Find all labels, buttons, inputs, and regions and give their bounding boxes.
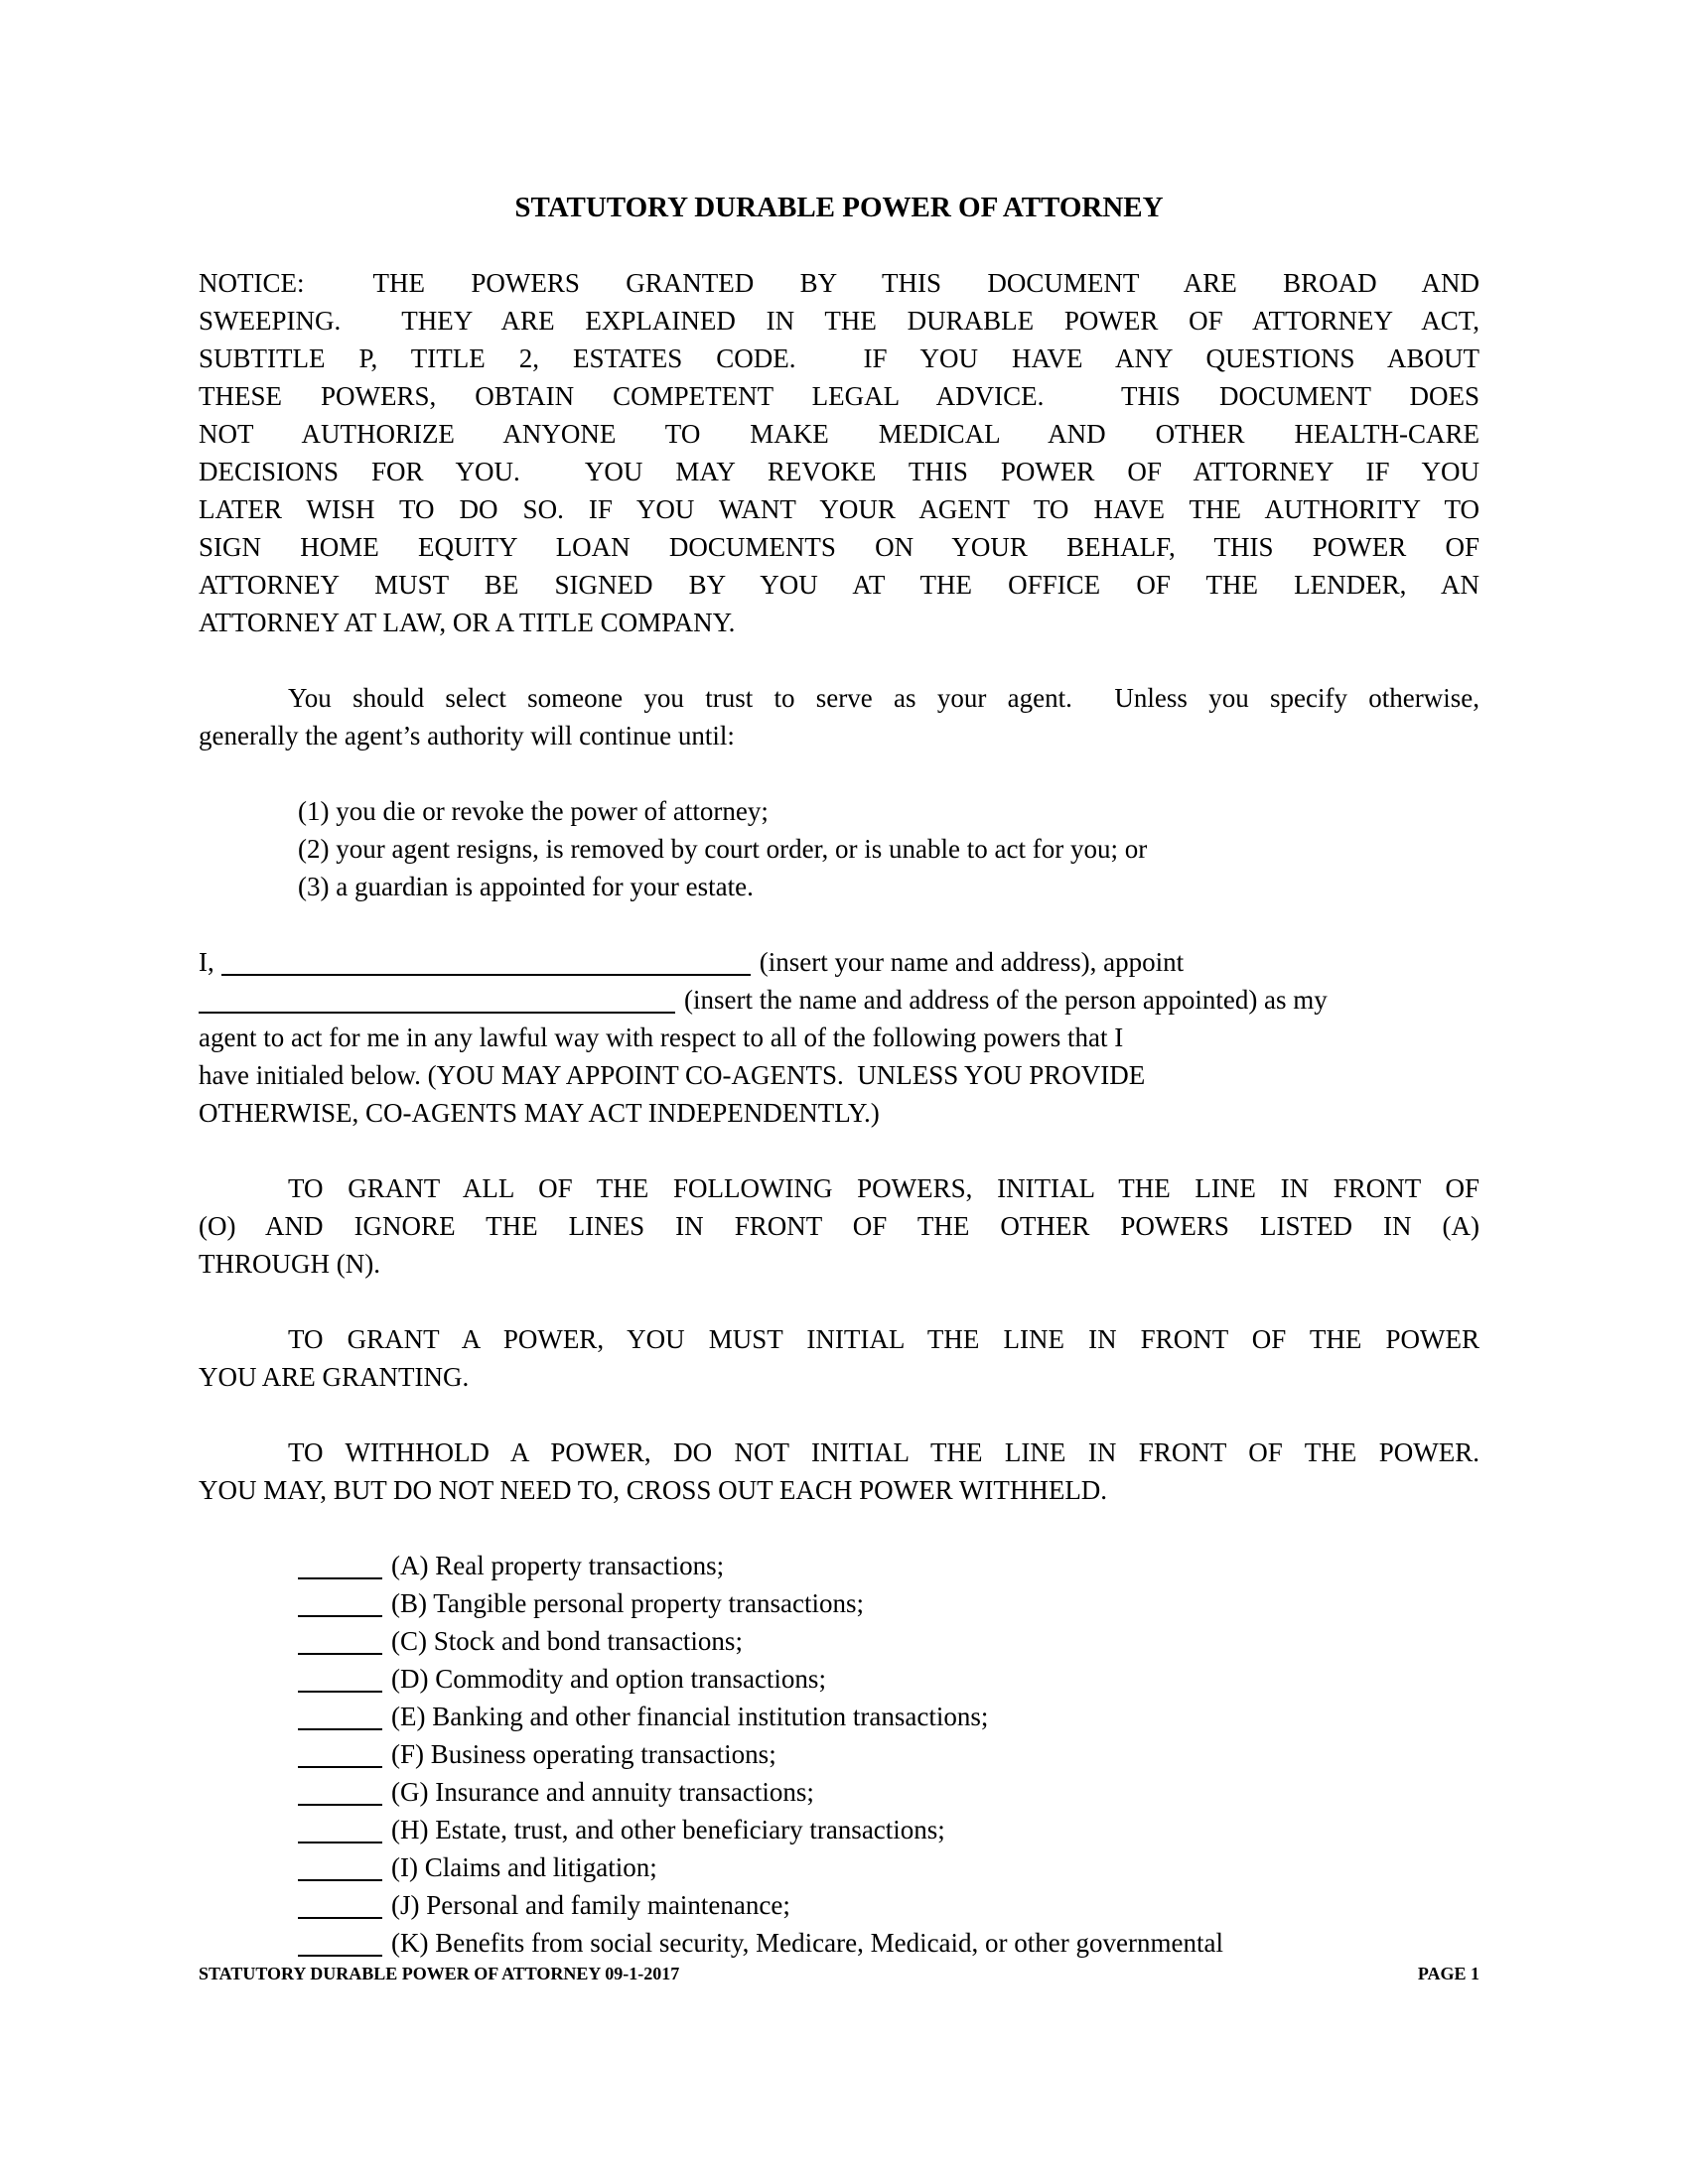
withhold-power-line: TO WITHHOLD A POWER, DO NOT INITIAL THE LINE IN FRONT OF THE POWER. [288, 1437, 1479, 1467]
appointment-paragraph [199, 943, 1479, 1132]
notice-line: ATTORNEY AT LAW, OR A TITLE COMPANY. [199, 608, 736, 637]
initial-line-blank-F[interactable] [298, 1746, 382, 1768]
grant-power-line: TO GRANT A POWER, YOU MUST INITIAL THE LINE IN FRONT OF THE POWER [288, 1324, 1479, 1354]
initial-line-blank-E[interactable] [298, 1708, 382, 1730]
power-item-C [298, 1622, 1479, 1660]
agent-name-address-blank[interactable] [199, 992, 675, 1014]
notice-line: THESE POWERS, OBTAIN COMPETENT LEGAL ADVICE. THIS DOCUMENT DOES [199, 381, 1479, 411]
termination-condition-2: (2) your agent resigns, is removed by court order, or is unable to act for you; or [298, 834, 1148, 864]
initial-line-blank-D[interactable] [298, 1671, 382, 1693]
grant-all-instruction-paragraph [199, 1169, 1479, 1283]
footer-document-id: STATUTORY DURABLE POWER OF ATTORNEY 09-1-2017 [199, 1964, 680, 1983]
agent-selection-paragraph [199, 679, 1479, 754]
power-label: (I) Claims and litigation; [391, 1852, 657, 1882]
notice-line: SUBTITLE P, TITLE 2, ESTATES CODE. IF YOU HAVE ANY QUESTIONS ABOUT [199, 343, 1479, 373]
power-label: (F) Business operating transactions; [391, 1739, 776, 1769]
appointment-line1-label: (insert your name and address), appoint [759, 947, 1185, 977]
power-item-I [298, 1848, 1479, 1886]
notice-paragraph [199, 264, 1479, 641]
withhold-power-line: YOU MAY, BUT DO NOT NEED TO, CROSS OUT EACH POWER WITHHELD. [199, 1475, 1108, 1505]
grant-power-instruction-paragraph [199, 1320, 1479, 1396]
appointment-line [199, 981, 1479, 1019]
power-label: (K) Benefits from social security, Medicare, Medicaid, or other governmental [391, 1928, 1223, 1958]
initial-line-blank-C[interactable] [298, 1633, 382, 1655]
power-item-F [298, 1735, 1479, 1773]
appointment-line2-label: (insert the name and address of the person appointed) as my [684, 985, 1328, 1015]
initial-line-blank-J[interactable] [298, 1897, 382, 1919]
power-label: (H) Estate, trust, and other beneficiary transactions; [391, 1815, 945, 1844]
power-item-E [298, 1698, 1479, 1735]
termination-conditions-list [199, 792, 1479, 905]
power-item-G [298, 1773, 1479, 1811]
appointment-line: OTHERWISE, CO-AGENTS MAY ACT INDEPENDENTLY.) [199, 1098, 880, 1128]
withhold-power-instruction-paragraph [199, 1433, 1479, 1509]
notice-line: DECISIONS FOR YOU. YOU MAY REVOKE THIS POWER OF ATTORNEY IF YOU [199, 457, 1479, 486]
initial-line-blank-I[interactable] [298, 1859, 382, 1881]
power-label: (J) Personal and family maintenance; [391, 1890, 790, 1920]
notice-line: SIGN HOME EQUITY LOAN DOCUMENTS ON YOUR BEHALF, THIS POWER OF [199, 532, 1479, 562]
notice-line: ATTORNEY MUST BE SIGNED BY YOU AT THE OFFICE OF THE LENDER, AN [199, 570, 1479, 600]
initial-line-blank-G[interactable] [298, 1784, 382, 1806]
powers-list [199, 1547, 1479, 1962]
power-label: (A) Real property transactions; [391, 1551, 725, 1580]
page-footer [199, 1962, 1479, 1985]
notice-line: NOT AUTHORIZE ANYONE TO MAKE MEDICAL AND OTHER HEALTH-CARE [199, 419, 1479, 449]
document-title: STATUTORY DURABLE POWER OF ATTORNEY [514, 192, 1164, 223]
power-item-J [298, 1886, 1479, 1924]
initial-line-blank-A[interactable] [298, 1558, 382, 1579]
termination-condition-3: (3) a guardian is appointed for your estate. [298, 872, 754, 901]
notice-line: NOTICE: THE POWERS GRANTED BY THIS DOCUMENT ARE BROAD AND [199, 268, 1479, 298]
agent-selection-line: generally the agent’s authority will continue until: [199, 721, 735, 751]
power-item-B [298, 1584, 1479, 1622]
appointment-line: agent to act for me in any lawful way with respect to all of the following powers that I [199, 1023, 1124, 1052]
appointment-line [199, 943, 1479, 981]
footer-page-number: PAGE 1 [1417, 1964, 1479, 1983]
appointment-line: have initialed below. (YOU MAY APPOINT CO-AGENTS. UNLESS YOU PROVIDE [199, 1060, 1146, 1090]
grant-all-line: TO GRANT ALL OF THE FOLLOWING POWERS, INITIAL THE LINE IN FRONT OF [288, 1173, 1479, 1203]
power-item-K [298, 1924, 1479, 1962]
power-item-D [298, 1660, 1479, 1698]
notice-line: SWEEPING. THEY ARE EXPLAINED IN THE DURABLE POWER OF ATTORNEY ACT, [199, 306, 1479, 336]
grant-power-line: YOU ARE GRANTING. [199, 1362, 470, 1392]
power-label: (B) Tangible personal property transactions; [391, 1588, 864, 1618]
grant-all-line: THROUGH (N). [199, 1249, 380, 1279]
initial-line-blank-B[interactable] [298, 1595, 382, 1617]
notice-line: LATER WISH TO DO SO. IF YOU WANT YOUR AGENT TO HAVE THE AUTHORITY TO [199, 494, 1479, 524]
power-item-H [298, 1811, 1479, 1848]
termination-condition-1: (1) you die or revoke the power of attorney; [298, 796, 769, 826]
power-label: (G) Insurance and annuity transactions; [391, 1777, 814, 1807]
agent-selection-line: You should select someone you trust to serve as your agent. Unless you specify otherwise, [288, 683, 1479, 713]
power-label: (D) Commodity and option transactions; [391, 1664, 826, 1694]
initial-line-blank-H[interactable] [298, 1822, 382, 1843]
power-label: (E) Banking and other financial institution transactions; [391, 1702, 989, 1731]
initial-line-blank-K[interactable] [298, 1935, 382, 1957]
power-label: (C) Stock and bond transactions; [391, 1626, 743, 1656]
principal-name-address-blank[interactable] [221, 954, 751, 976]
appointment-prefix: I, [199, 947, 214, 977]
grant-all-line: (O) AND IGNORE THE LINES IN FRONT OF THE OTHER POWERS LISTED IN (A) [199, 1211, 1479, 1241]
power-item-A [298, 1547, 1479, 1584]
